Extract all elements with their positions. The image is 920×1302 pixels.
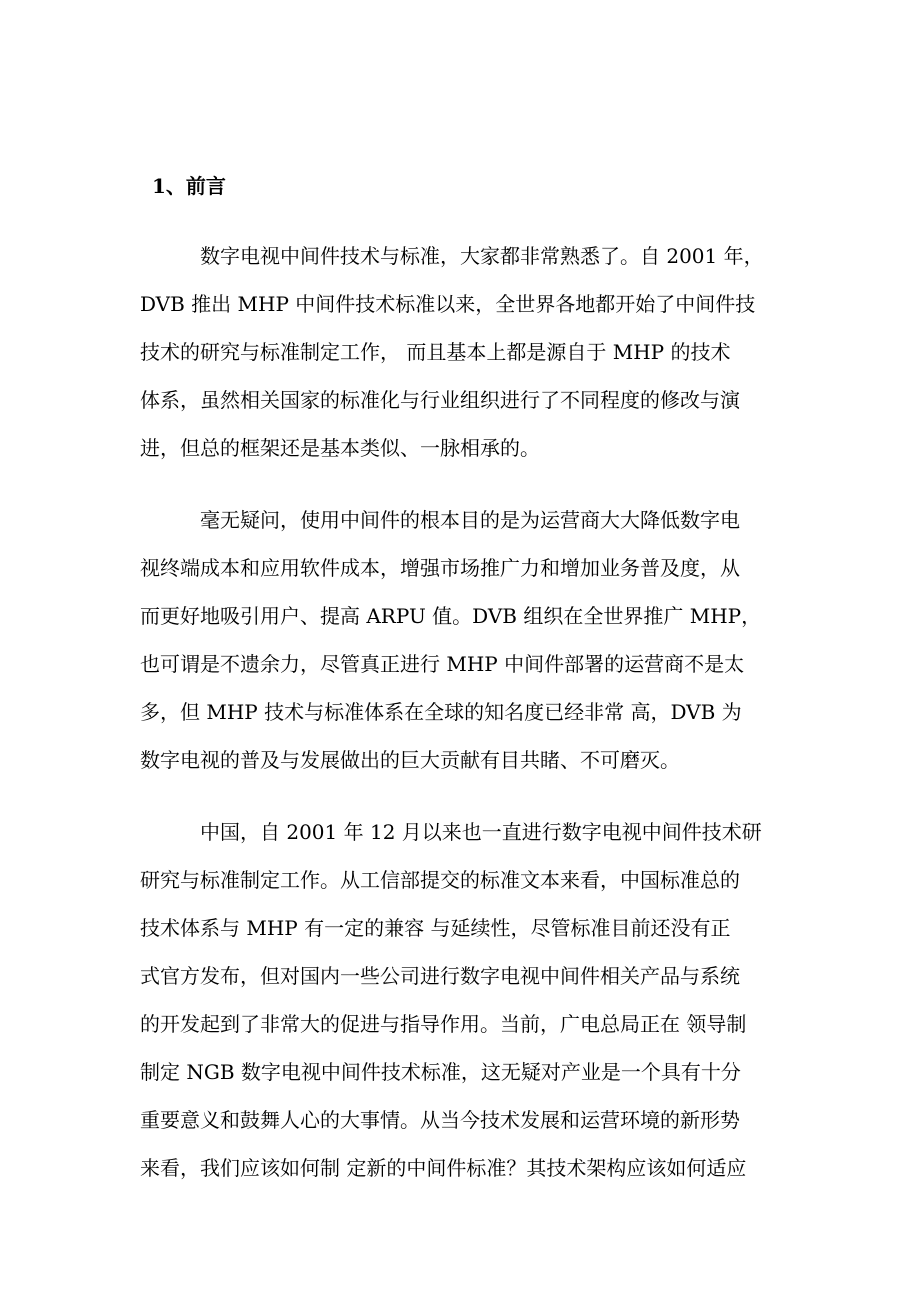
paragraph-3-line-6: 制定 NGB 数字电视中间件技术标准，这无疑对产业是一个具有十分 [140,1060,741,1084]
paragraph-2-line-5: 多，但 MHP 技术与标准体系在全球的知名度已经非常 高，DVB 为 [140,700,742,724]
paragraph-3-line-5: 的开发起到了非常大的促进与指导作用。当前，广电总局正在 领导制 [140,1012,747,1036]
paragraph-2-line-6: 数字电视的普及与发展做出的巨大贡献有目共睹、不可磨灭。 [140,748,680,772]
paragraph-3-line-7: 重要意义和鼓舞人心的大事情。从当今技术发展和运营环境的新形势 [140,1108,740,1132]
section-heading: 1、前言 [152,174,226,198]
paragraph-1-line-4: 体系，虽然相关国家的标准化与行业组织进行了不同程度的修改与演 [140,388,740,412]
paragraph-3-line-4: 式官方发布，但对国内一些公司进行数字电视中间件相关产品与系统 [140,964,740,988]
paragraph-1-line-1: 数字电视中间件技术与标准，大家都非常熟悉了。自 2001 年， [200,244,764,268]
paragraph-3-line-1: 中国，自 2001 年 12 月以来也一直进行数字电视中间件技术研 [200,820,762,844]
paragraph-1-line-2: DVB 推出 MHP 中间件技术标准以来，全世界各地都开始了中间件技 [140,292,756,316]
paragraph-2-line-4: 也可谓是不遗余力，尽管真正进行 MHP 中间件部署的运营商不是太 [140,652,745,676]
paragraph-3-line-2: 研究与标准制定工作。从工信部提交的标准文本来看，中国标准总的 [140,868,740,892]
paragraph-2-line-1: 毫无疑问，使用中间件的根本目的是为运营商大大降低数字电 [200,508,740,532]
paragraph-2-line-3: 而更好地吸引用户、提高 ARPU 值。DVB 组织在全世界推广 MHP， [140,604,762,628]
paragraph-1-line-3: 技术的研究与标准制定工作， 而且基本上都是源自于 MHP 的技术 [140,340,731,364]
paragraph-1-line-5: 进，但总的框架还是基本类似、一脉相承的。 [140,436,540,460]
paragraph-3-line-3: 技术体系与 MHP 有一定的兼容 与延续性，尽管标准目前还没有正 [140,916,731,940]
paragraph-3-line-8: 来看，我们应该如何制 定新的中间件标准？其技术架构应该如何适应 [140,1156,747,1180]
paragraph-2-line-2: 视终端成本和应用软件成本，增强市场推广力和增加业务普及度，从 [140,556,740,580]
